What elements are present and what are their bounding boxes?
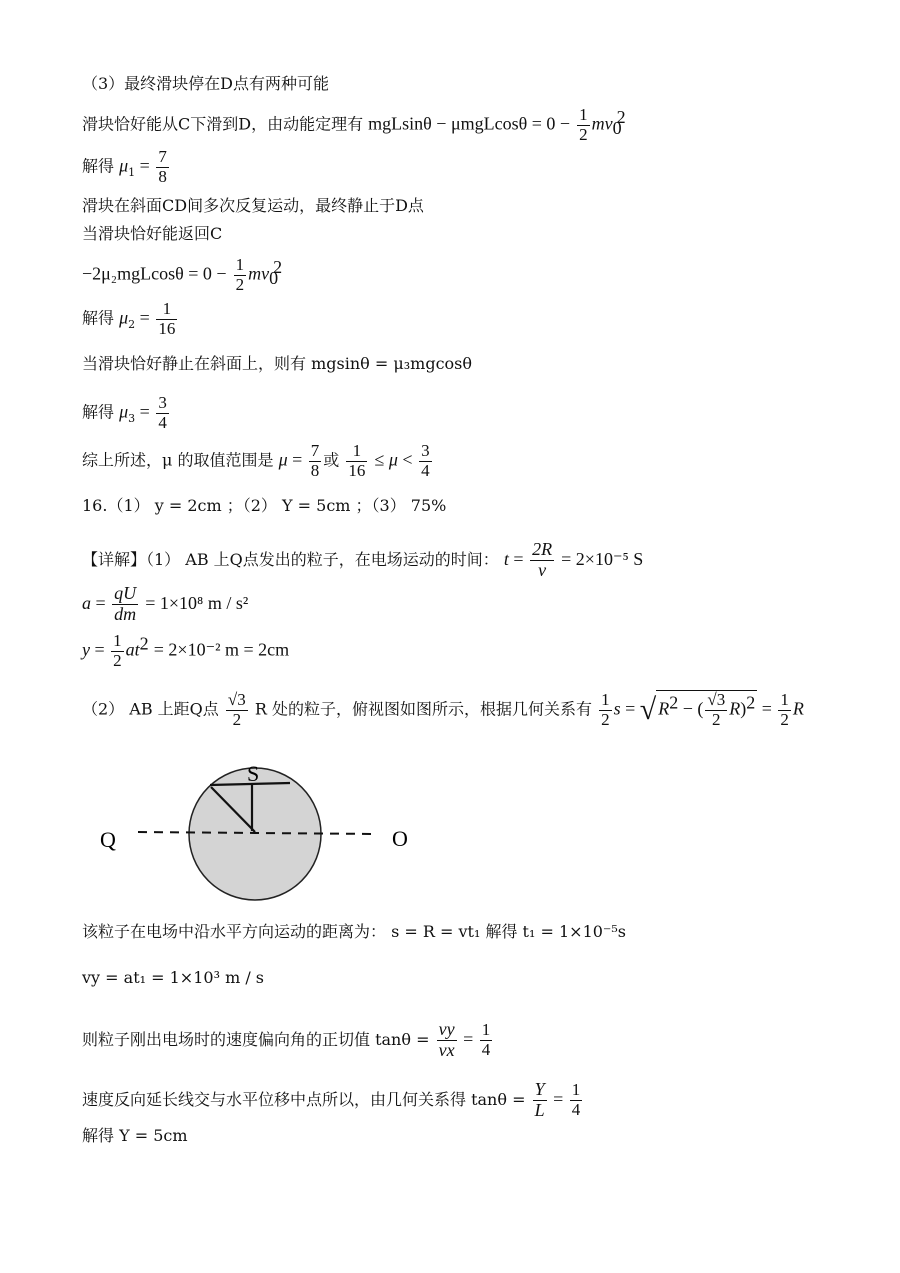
frac-sqrt3-half-2: $\frac{√3}{2}$ [707,690,726,729]
frac-accel: $\frac{qU}{dm}$ [114,583,137,624]
line-y-displacement: y = $\frac{1}{2}$ $at^2 = 2\times 10^{-2}$ m = 2cm [82,631,290,670]
frac-mu2: $\frac{1}{16}$ [158,299,176,338]
frac-Y-L: $\frac{Y}{L}$ [534,1079,545,1120]
line-accel: a = $\frac{qU}{dm}$ = 1×10⁸ m / s² [82,583,249,624]
frac-time: $\frac{2R}{v}$ [532,539,553,580]
frac-half-4: $\frac{1}{2}$ [601,690,610,729]
line-tan-geometry: 速度反向延长线交与水平位移中点所以，由几何关系得 tanθ = $\frac{Y}{L}$ = $\frac{1}{4}$ [82,1079,581,1120]
frac-range-1-16: $\frac{1}{16}$ [348,441,366,480]
line-energy-theorem: 滑块恰好能从C下滑到D，由动能定理有 mgLsinθ − μmgLcosθ = 0 − $\frac{1}{2}$ $mv_0^2$ [82,105,626,144]
line-detail-1: 【详解】（1） AB 上Q点发出的粒子，在电场运动的时间： t = $\frac{2R}{v}$ = 2×10⁻⁵ S [82,539,644,580]
line-final-Y: 解得 Y = 5cm [82,1126,188,1145]
frac-mu3: $\frac{3}{4}$ [158,393,167,432]
frac-range-7-8: $\frac{7}{8}$ [310,441,320,480]
frac-mu1: $\frac{7}{8}$ [158,147,167,186]
frac-range-3-4: $\frac{3}{4}$ [421,441,430,480]
line-mu2-equation: −2μ₂mgLcosθ = 0 − $\frac{1}{2}$ $mv_0^2$ [82,255,283,294]
label-s: S [247,761,260,786]
label-q: Q [100,827,116,852]
line-mu3: 解得 $\mu_3$ = $\frac{3}{4}$ [82,393,167,432]
line-return-c: 当滑块恰好能返回C [82,224,223,243]
label-o: O [392,826,408,851]
line-q16-answers: 16.（1） y = 2cm ；（2） Y = 5cm ；（3） 75% [82,496,447,515]
frac-vy-vx: $\frac{vy}{vx}$ [438,1019,455,1060]
line-horizontal-distance: 该粒子在电场中沿水平方向运动的距离为： s = R = vt₁ 解得 t₁ = 1×10⁻⁵s [82,922,626,941]
axis-dashed-line [138,832,378,834]
frac-half-1: $\frac{1}{2}$ [579,105,588,144]
frac-half-3: $\frac{1}{2}$ [113,631,122,670]
energy-prefix: 滑块恰好能从C下滑到D，由动能定理有 [82,114,364,134]
sqrt-expression: $R^2$ − ( $\frac{√3}{2}$ R)$^2$ [658,690,756,729]
line-static: 当滑块恰好静止在斜面上，则有 mgsinθ = μ₃mgcosθ [82,354,473,373]
line-cd-motion: 滑块在斜面CD间多次反复运动，最终静止于D点 [82,196,424,215]
line-mu2: 解得 $\mu_2$ = $\frac{1}{16}$ [82,299,176,338]
line-range: 综上所述，μ 的取值范围是 μ = $\frac{7}{8}$ 或 $\frac{1}{16}$ ≤ μ < $\frac{3}{4}$ [82,441,430,480]
top-view-figure [90,755,430,905]
line-part3-heading: （3）最终滑块停在D点有两种可能 [82,74,330,93]
frac-half-2: $\frac{1}{2}$ [235,255,245,294]
line-vy: vy = at₁ = 1×10³ m / s [82,968,265,987]
frac-half-5: $\frac{1}{2}$ [780,690,789,729]
frac-quarter-1: $\frac{1}{4}$ [481,1020,491,1059]
energy-equation: mgLsinθ − μmgLcosθ = 0 − [368,113,571,134]
frac-sqrt3-half: $\frac{√3}{2}$ [227,690,246,729]
line-mu1: 解得 $\mu_1$ = $\frac{7}{8}$ [82,147,167,186]
line-tan-deflection: 则粒子刚出电场时的速度偏向角的正切值 tanθ = $\frac{vy}{vx}$ = $\frac{1}{4}$ [82,1019,491,1060]
frac-quarter-2: $\frac{1}{4}$ [571,1080,581,1119]
line-part2: （2） AB 上距Q点 $\frac{√3}{2}$ R 处的粒子，俯视图如图所示，根据几何关系有 $\frac{1}{2}$ s = √ $R^2$ − ( $\frac{√3}{2}$ R)$^2$ = $\frac{1}{2}$ R [82,690,804,729]
